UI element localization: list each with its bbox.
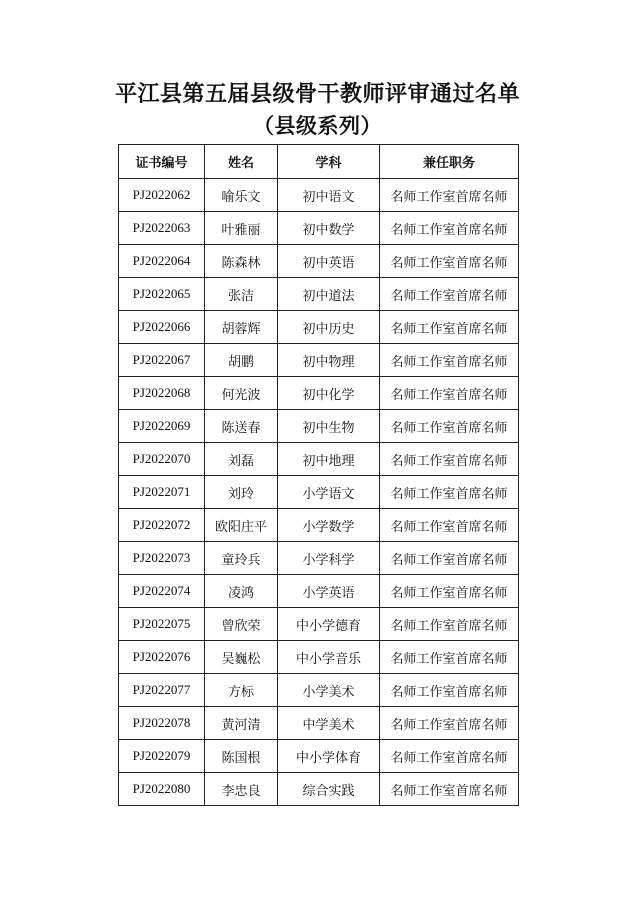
document-title: 平江县第五届县级骨干教师评审通过名单: [114, 81, 520, 107]
cell-name: 喻乐文: [205, 179, 278, 212]
cell-concurrent-role: 名师工作室首席名师: [380, 740, 519, 773]
cell-name: 张洁: [205, 278, 278, 311]
cell-concurrent-role: 名师工作室首席名师: [380, 278, 519, 311]
table-row: [119, 179, 519, 212]
cell-certificate-number: PJ2022066: [119, 311, 205, 344]
cell-concurrent-role: 名师工作室首席名师: [380, 245, 519, 278]
cell-concurrent-role: 名师工作室首席名师: [380, 542, 519, 575]
cell-certificate-number: PJ2022077: [119, 674, 205, 707]
cell-certificate-number: PJ2022076: [119, 641, 205, 674]
table-row: [119, 641, 519, 674]
cell-subject: 中小学音乐: [278, 641, 380, 674]
table-row: [119, 377, 519, 410]
table-row: [119, 344, 519, 377]
cell-name: 童玲兵: [205, 542, 278, 575]
cell-subject: 初中英语: [278, 245, 380, 278]
cell-concurrent-role: 名师工作室首席名师: [380, 608, 519, 641]
teacher-roster-table: [118, 144, 519, 806]
cell-certificate-number: PJ2022069: [119, 410, 205, 443]
cell-concurrent-role: 名师工作室首席名师: [380, 443, 519, 476]
cell-subject: 小学语文: [278, 476, 380, 509]
header-concurrent-role: 兼任职务: [380, 145, 519, 179]
cell-concurrent-role: 名师工作室首席名师: [380, 641, 519, 674]
table-row: [119, 509, 519, 542]
cell-name: 刘磊: [205, 443, 278, 476]
table-row: [119, 311, 519, 344]
cell-certificate-number: PJ2022068: [119, 377, 205, 410]
cell-name: 刘玲: [205, 476, 278, 509]
cell-certificate-number: PJ2022073: [119, 542, 205, 575]
cell-certificate-number: PJ2022063: [119, 212, 205, 245]
cell-concurrent-role: 名师工作室首席名师: [380, 212, 519, 245]
cell-name: 陈国根: [205, 740, 278, 773]
cell-subject: 中学美术: [278, 707, 380, 740]
cell-certificate-number: PJ2022070: [119, 443, 205, 476]
table-row: [119, 773, 519, 806]
cell-concurrent-role: 名师工作室首席名师: [380, 674, 519, 707]
cell-certificate-number: PJ2022078: [119, 707, 205, 740]
cell-subject: 初中生物: [278, 410, 380, 443]
cell-certificate-number: PJ2022072: [119, 509, 205, 542]
cell-name: 胡蓉辉: [205, 311, 278, 344]
cell-certificate-number: PJ2022080: [119, 773, 205, 806]
table-row: [119, 740, 519, 773]
cell-name: 方标: [205, 674, 278, 707]
table-row: [119, 443, 519, 476]
table-body: [119, 179, 519, 806]
cell-subject: 初中道法: [278, 278, 380, 311]
cell-certificate-number: PJ2022065: [119, 278, 205, 311]
cell-concurrent-role: 名师工作室首席名师: [380, 410, 519, 443]
cell-subject: 初中物理: [278, 344, 380, 377]
header-name: 姓名: [205, 145, 278, 179]
cell-concurrent-role: 名师工作室首席名师: [380, 311, 519, 344]
cell-name: 吴巍松: [205, 641, 278, 674]
cell-subject: 中小学德育: [278, 608, 380, 641]
cell-subject: 初中历史: [278, 311, 380, 344]
table-header-row: [119, 145, 519, 179]
cell-concurrent-role: 名师工作室首席名师: [380, 476, 519, 509]
table-row: [119, 410, 519, 443]
cell-subject: 小学英语: [278, 575, 380, 608]
table-row: [119, 212, 519, 245]
table-row: [119, 575, 519, 608]
cell-certificate-number: PJ2022079: [119, 740, 205, 773]
cell-subject: 小学科学: [278, 542, 380, 575]
table-row: [119, 707, 519, 740]
cell-subject: 中小学体育: [278, 740, 380, 773]
table-row: [119, 542, 519, 575]
cell-concurrent-role: 名师工作室首席名师: [380, 575, 519, 608]
document-subtitle: （县级系列）: [253, 113, 382, 138]
cell-subject: 初中化学: [278, 377, 380, 410]
cell-certificate-number: PJ2022075: [119, 608, 205, 641]
cell-name: 胡鹏: [205, 344, 278, 377]
cell-name: 曾欣荣: [205, 608, 278, 641]
cell-name: 欧阳庄平: [205, 509, 278, 542]
table-row: [119, 674, 519, 707]
cell-subject: 小学美术: [278, 674, 380, 707]
cell-name: 何光波: [205, 377, 278, 410]
cell-concurrent-role: 名师工作室首席名师: [380, 179, 519, 212]
cell-name: 陈森林: [205, 245, 278, 278]
table-row: [119, 278, 519, 311]
table-row: [119, 245, 519, 278]
cell-name: 凌鸿: [205, 575, 278, 608]
cell-name: 黄河清: [205, 707, 278, 740]
cell-concurrent-role: 名师工作室首席名师: [380, 344, 519, 377]
cell-subject: 初中数学: [278, 212, 380, 245]
cell-certificate-number: PJ2022071: [119, 476, 205, 509]
header-subject: 学科: [278, 145, 380, 179]
cell-subject: 小学数学: [278, 509, 380, 542]
cell-name: 陈送春: [205, 410, 278, 443]
table-row: [119, 476, 519, 509]
cell-certificate-number: PJ2022074: [119, 575, 205, 608]
cell-subject: 初中地理: [278, 443, 380, 476]
header-certificate-number: 证书编号: [119, 145, 205, 179]
cell-certificate-number: PJ2022067: [119, 344, 205, 377]
table-row: [119, 608, 519, 641]
cell-name: 叶雅丽: [205, 212, 278, 245]
cell-concurrent-role: 名师工作室首席名师: [380, 773, 519, 806]
cell-name: 李忠良: [205, 773, 278, 806]
cell-concurrent-role: 名师工作室首席名师: [380, 707, 519, 740]
cell-certificate-number: PJ2022062: [119, 179, 205, 212]
cell-certificate-number: PJ2022064: [119, 245, 205, 278]
cell-concurrent-role: 名师工作室首席名师: [380, 377, 519, 410]
cell-subject: 初中语文: [278, 179, 380, 212]
cell-concurrent-role: 名师工作室首席名师: [380, 509, 519, 542]
cell-subject: 综合实践: [278, 773, 380, 806]
